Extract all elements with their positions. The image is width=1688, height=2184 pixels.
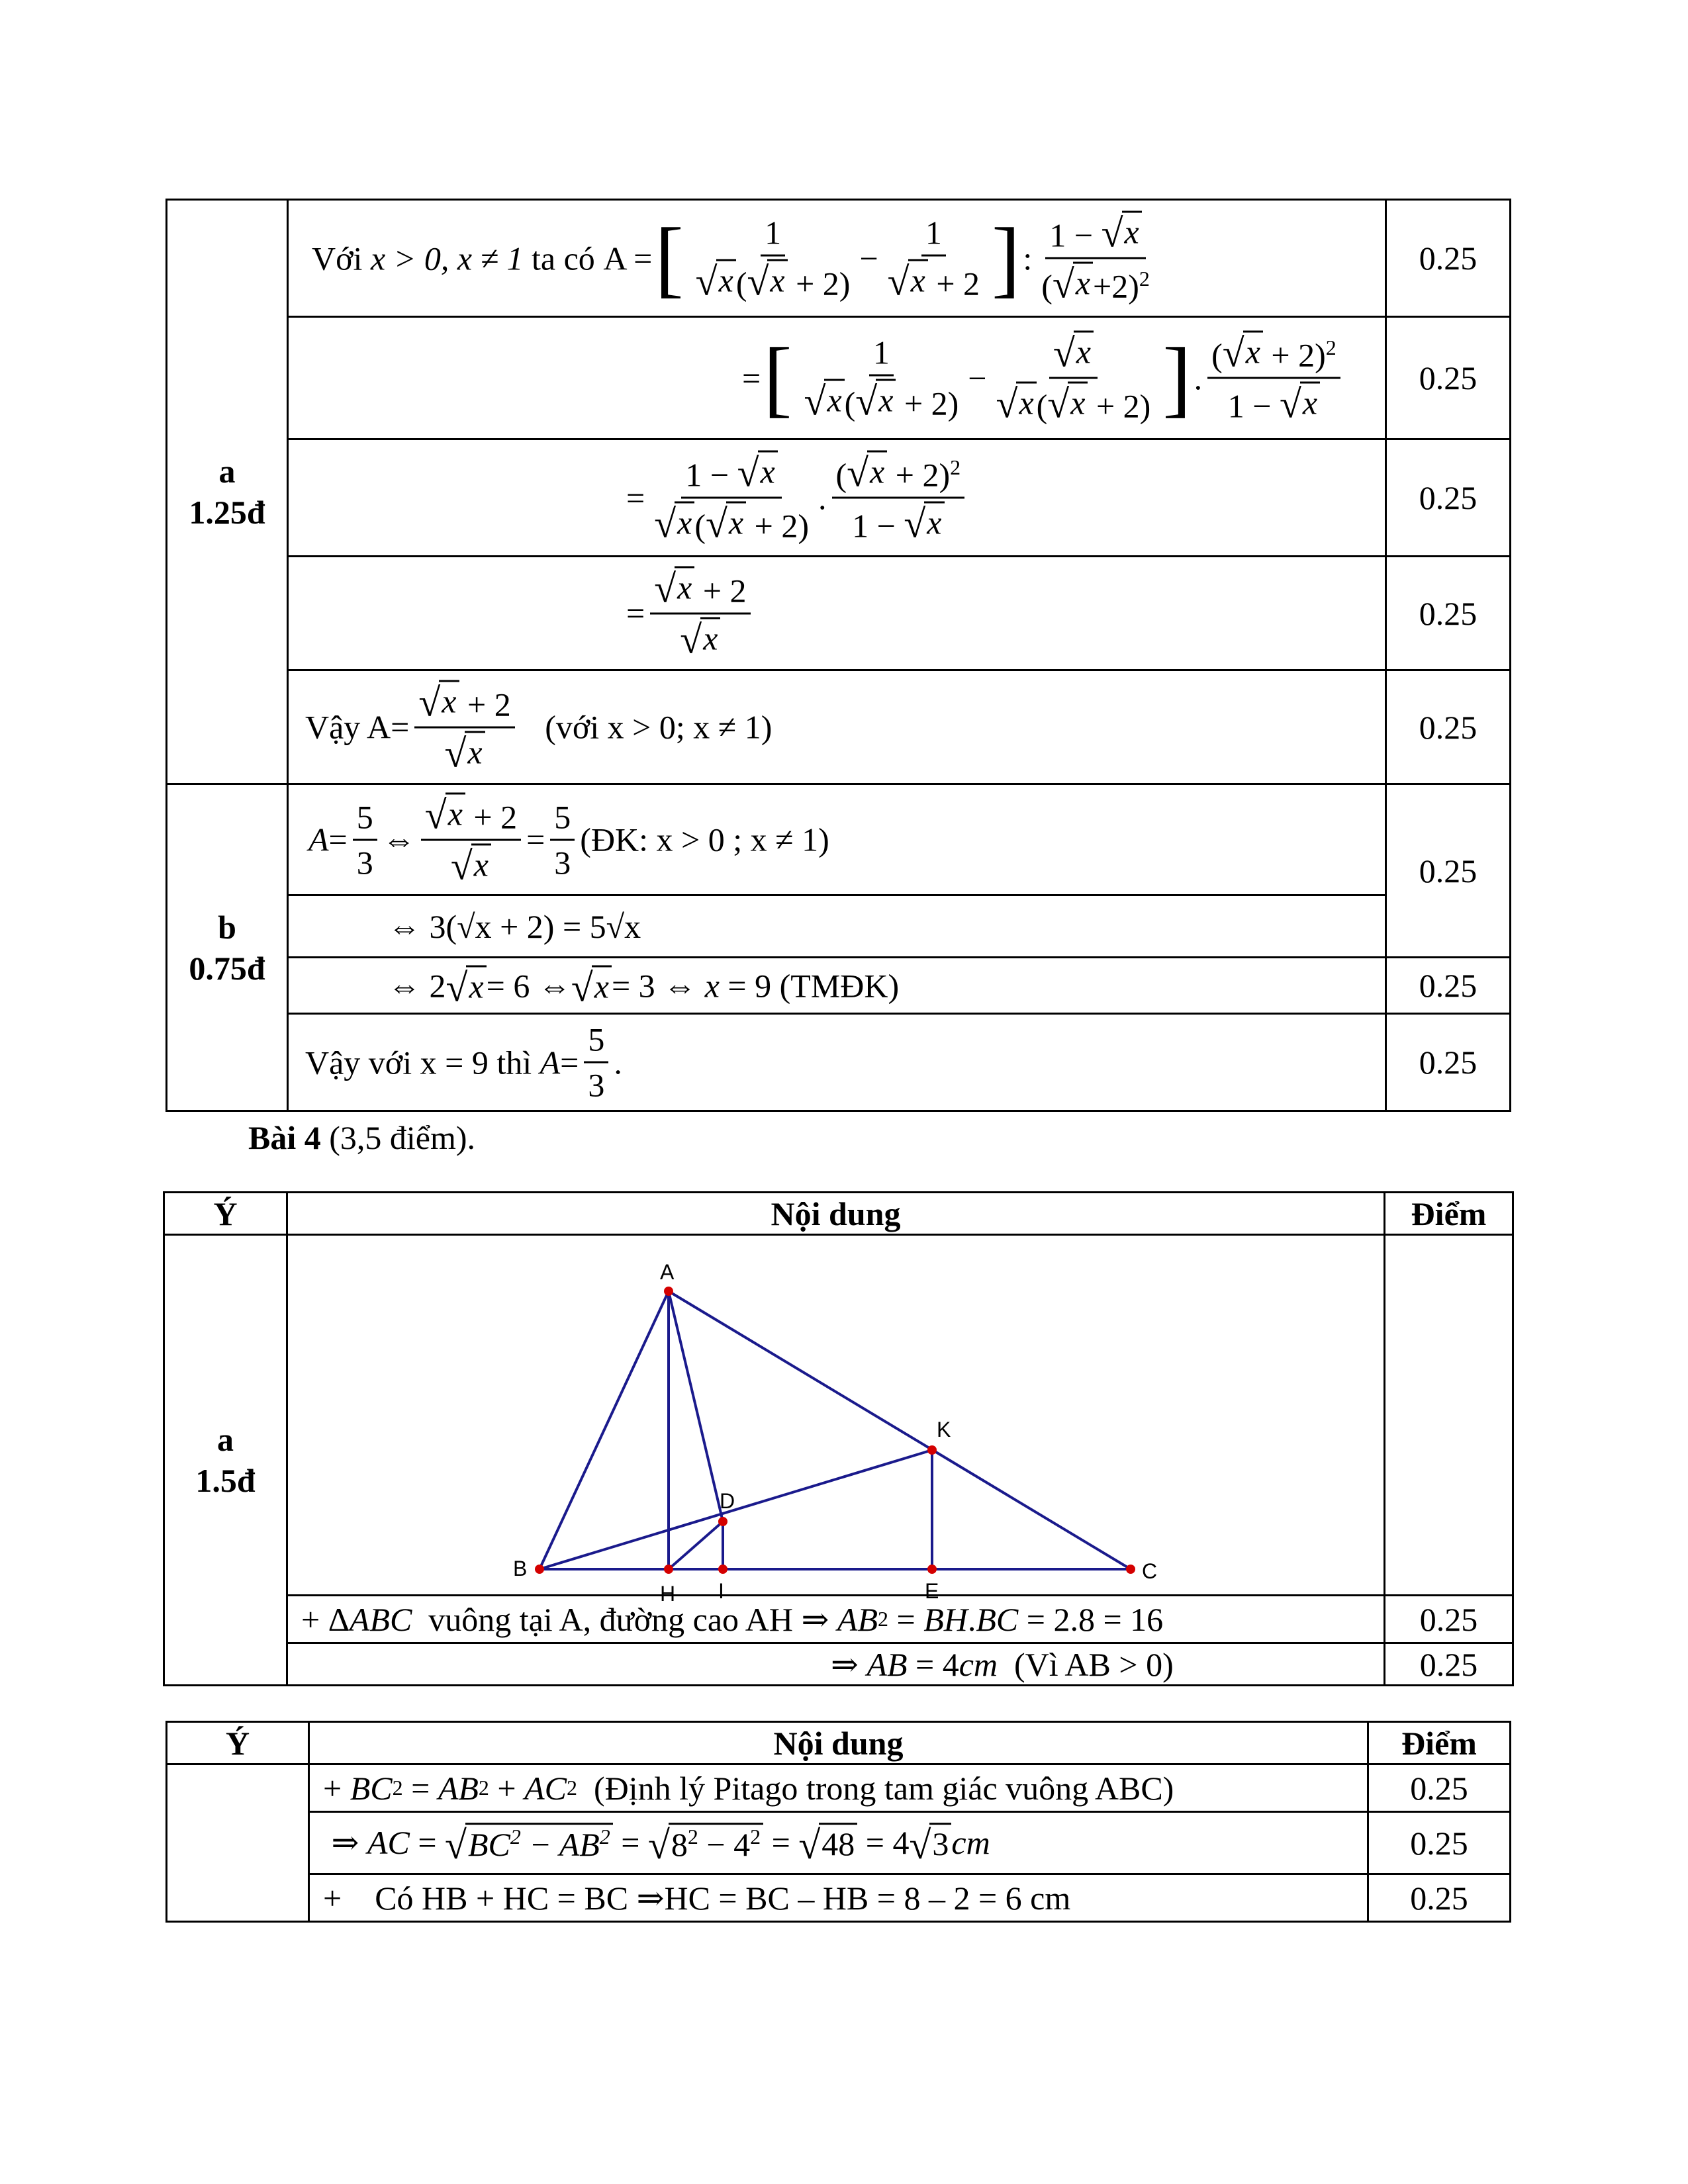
point-k — [927, 1445, 937, 1455]
label-c: C — [1142, 1559, 1158, 1583]
label-e: E — [925, 1579, 939, 1603]
step-9: Vậy với x = 9 thì A = $\frac{5}{3}$ . — [288, 1014, 1386, 1111]
section-title — [248, 1118, 475, 1157]
segment-ab — [539, 1291, 669, 1569]
t3-score-3: 0.25 — [1368, 1874, 1511, 1922]
solution-table-1 — [165, 199, 1511, 1112]
part-a-points-2: 1.5đ — [195, 1462, 256, 1499]
t3-header-y: Ý — [167, 1722, 309, 1764]
t3-step-2: ⇒ AC = √ $BC^2 - AB^2$ = √ $8^2 - 4^2$ = √ 48 = 4 √ 3 cm — [309, 1812, 1368, 1874]
t3-side-cell — [167, 1764, 309, 1922]
t3-step1-text: (Định lý Pitago trong tam giác vuông ABC) — [594, 1769, 1174, 1807]
t3-score-2: 0.25 — [1368, 1812, 1511, 1874]
label-h: H — [660, 1582, 676, 1606]
triangle-figure — [288, 1236, 1385, 1606]
t3-score-1: 0.25 — [1368, 1764, 1511, 1812]
frac-3: 1 − √ x ( √ x +2)$^2$ — [1041, 211, 1150, 306]
t2-score-2: 0.25 — [1385, 1643, 1513, 1686]
t2-step-1: + Δ ABC vuông tại A, đường cao AH ⇒ AB 2 = BH . BC = 2.8 = 16 — [287, 1596, 1385, 1643]
step7-text: ⇔ 3(√x + 2) = 5√x — [388, 907, 641, 945]
step-5: Vậy A = √ x + 2 √ x (với x > 0; x ≠ 1) — [288, 670, 1386, 784]
step-7 — [288, 895, 1386, 958]
t3-header-content: Nội dung — [309, 1722, 1368, 1764]
t2-score-1: 0.25 — [1385, 1596, 1513, 1643]
score-8: 0.25 — [1386, 958, 1511, 1014]
solution-table-3 — [165, 1721, 1511, 1923]
segment-bk — [539, 1450, 932, 1569]
score-2: 0.25 — [1386, 317, 1511, 439]
solution-table-2 — [163, 1191, 1514, 1686]
point-d — [718, 1517, 727, 1526]
t2-step1-text: vuông tại A, đường cao AH — [428, 1600, 794, 1638]
step-2: = [ 1 √ x ( √ x + 2) − √ x √ x ( √ x + 2) ] . ( √ x + 2)$^2$ 1 − √ x — [288, 317, 1386, 439]
t3-header-score: Điểm — [1368, 1722, 1511, 1764]
score-9: 0.25 — [1386, 1014, 1511, 1111]
frac-1: 1 √ x ( √ x + 2) — [695, 214, 851, 304]
part-a-cell — [167, 200, 288, 784]
frac-2: 1 √ x + 2 — [887, 214, 980, 304]
point-e — [927, 1565, 937, 1574]
header-score: Điểm — [1385, 1193, 1513, 1235]
part-a-label-2: a — [217, 1421, 234, 1458]
part-a-points: 1.25đ — [189, 494, 265, 531]
point-i — [718, 1565, 727, 1574]
figure-cell — [287, 1235, 1385, 1606]
t3-step-1: + BC 2 = AB 2 + AC 2 (Định lý Pitago trong tam giác vuông ABC) — [309, 1764, 1368, 1812]
score-3: 0.25 — [1386, 439, 1511, 557]
t2-step-2: ⇒ AB = 4 cm (Vì AB > 0) — [287, 1643, 1385, 1686]
label-a: A — [660, 1260, 675, 1284]
conclusion-cond: (với x > 0; x ≠ 1) — [545, 708, 773, 746]
score-5: 0.25 — [1386, 670, 1511, 784]
point-h — [664, 1565, 673, 1574]
label-d: D — [720, 1489, 735, 1513]
score-6: 0.25 — [1386, 784, 1511, 958]
step1-lhs: A = — [603, 240, 653, 277]
label-k: K — [937, 1418, 951, 1441]
part-a-cell-2 — [164, 1235, 287, 1686]
t3-step3-text: Có HB + HC = BC ⇒HC = BC – HB = 8 – 2 = 6 cm — [375, 1879, 1071, 1917]
step-4: = √ x + 2 √ x — [288, 557, 1386, 670]
step-8: ⇔ 2 √ x = 6 ⇔ √ x = 3 ⇔ x = 9 (TMĐK) — [288, 958, 1386, 1014]
segment-ad — [669, 1291, 723, 1522]
t2-step2-text: (Vì AB > 0) — [1014, 1645, 1174, 1683]
step-1: Với x > 0, x ≠ 1 ta có A = [ 1 √ x ( √ x + 2) − 1 √ x + 2 ] : 1 − √ x ( √ x +2)$^2$ — [288, 200, 1386, 317]
part-a-label: a — [218, 453, 236, 490]
point-b — [535, 1565, 544, 1574]
step1-prefix: Với — [312, 240, 363, 277]
score-1: 0.25 — [1386, 200, 1511, 317]
section-title-rest: (3,5 điểm). — [320, 1119, 476, 1156]
score-4: 0.25 — [1386, 557, 1511, 670]
t3-step-3: + Có HB + HC = BC ⇒HC = BC – HB = 8 – 2 = 6 cm — [309, 1874, 1368, 1922]
step-6: A = $\frac{5}{3}$ ⇔ √ x + 2 √ x = $\frac{5}{3}$ (ĐK: x > 0 ; x ≠ 1) — [288, 784, 1386, 895]
segment-ac — [669, 1291, 1131, 1569]
section-title-bold: Bài 4 — [248, 1119, 321, 1156]
conclusion-prefix: Vậy A — [305, 708, 391, 746]
step-3: = 1 − √ x √ x ( √ x + 2) . ( √ x + 2)$^2$ 1 − √ x — [288, 439, 1386, 557]
part-b-cell — [167, 784, 288, 1111]
final-prefix: Vậy với x = 9 thì — [305, 1044, 532, 1081]
part-b-points: 0.75đ — [189, 949, 265, 987]
step1-mid: ta có — [532, 240, 595, 277]
label-b: B — [513, 1557, 528, 1580]
header-content: Nội dung — [287, 1193, 1385, 1235]
figure-score-cell — [1385, 1235, 1513, 1596]
header-y: Ý — [164, 1193, 287, 1235]
point-c — [1126, 1565, 1135, 1574]
label-i: I — [718, 1579, 724, 1603]
step8-tmdk: (TMĐK) — [779, 967, 900, 1004]
step1-cond: x > 0, x ≠ 1 — [370, 240, 524, 277]
part-b-label: b — [218, 908, 236, 946]
step6-cond: (ĐK: x > 0 ; x ≠ 1) — [580, 821, 829, 858]
point-a — [664, 1287, 673, 1296]
